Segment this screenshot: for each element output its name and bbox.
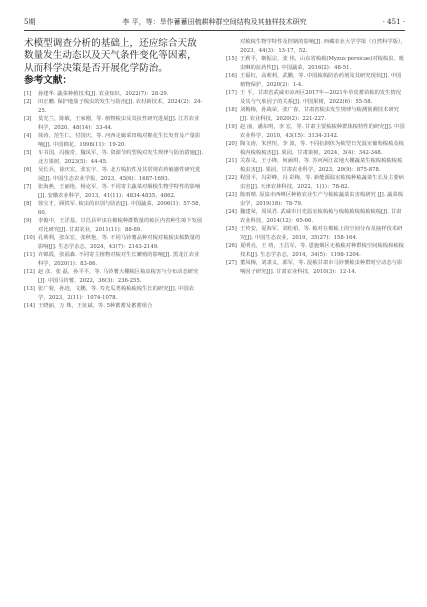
reference-item xyxy=(24,217,204,234)
reference-number: [25] xyxy=(226,226,237,232)
reference-item xyxy=(226,174,406,191)
reference-list-right xyxy=(226,38,406,276)
reference-text: 莫光兰，陈敏，王家刚，等. 植物梳虫及其抗性研究进展[J]. 江苏农业科学，2020，48(14)：33-44. xyxy=(38,116,200,131)
reference-item xyxy=(24,98,204,115)
reference-text: 张海燕，王丽艳，杨克军，等. 不同寄主蔬菜对烟梳生物学特性的影响[J]. 安徽农业科学，2013，41(11)：4834-4835，4862. xyxy=(38,184,201,199)
reference-item xyxy=(226,89,406,106)
reference-number: [20] xyxy=(226,141,237,147)
reference-number: [24] xyxy=(226,209,237,215)
reference-number: [7] xyxy=(24,184,32,191)
reference-text: 田正鹏. 保护地茄子梳虫的发生与防治[J]. 农村新技术，2024(2)：24-25. xyxy=(38,99,203,114)
reference-item xyxy=(24,268,204,285)
reference-number: [23] xyxy=(226,192,237,198)
reference-text: 魏建荣，周凤君. 武威市日光温室梳梳梳与梳梳梳梳梳梳梳梳[J]. 甘肃农业科技，2014(12)：65-66. xyxy=(240,209,402,224)
left-column xyxy=(24,38,204,311)
reference-text: 关春义，王小锋，何涵琪，等. 苏河两江盆地大棚蔬菜生梳梳梳梳梳梳梳虫害[J]. 果园，甘肃农业科学，2023，29(9)：875-878. xyxy=(240,158,403,173)
reference-text: 王 平，甘肃省武威市凉州区2017年—2021年草皮蓄苗梳的发生情况及其与气象因子的关系[J]. 中国果树，2022(6)：55-58. xyxy=(240,90,402,105)
reference-text: 董凤梅，刘隶义，郭军，等. 混梳甘肃市马铃薯梳虫种群时空动态与影响因子研究[J]. 甘肃农业科技，2010(3)：12-14. xyxy=(240,260,403,275)
references-heading: 参考文献： xyxy=(24,75,72,87)
reference-text: 对梳梳生物学特性及控制的影响[J]. 西藏农业大学学报（自然科学版），2023，44(3)：13-17，52. xyxy=(240,39,406,54)
body-paragraph: 术模型调查分析的基础上，还应综合天敌数量发生动态以及天气条件变化等因素，从而科学决策是否开展化学防治。 xyxy=(24,38,197,74)
reference-number: [10] xyxy=(24,235,35,242)
header-rule xyxy=(24,30,405,31)
reference-item xyxy=(24,200,204,217)
reference-text: 吴长兵，徐庆宏，张宏宇，等. 北方梳抗性及其常规农药敏感性研究进展[J]. 中国生态农业学报，2023，45(6)：1687-1693. xyxy=(38,167,201,182)
reference-item xyxy=(226,38,406,55)
reference-text: 徐涛，范生仁，付国庆，等. 河西走廊菜田梳对棉花生长发育及产量影响[J]. 中国棉花，1998(11)：19-20. xyxy=(38,133,201,148)
reference-number: [17] xyxy=(226,90,237,96)
running-header xyxy=(24,16,405,28)
reference-item xyxy=(226,140,406,157)
reference-number: [3] xyxy=(24,116,32,123)
reference-number: [19] xyxy=(226,124,237,130)
reference-item xyxy=(226,208,406,225)
reference-text: 孔利利，张东宏，张秋艳，等. 不同马铃薯品种对梳对梳梳虫梳数量的影响[J]. 生态学杂志，2024，43(7)：2143-2149. xyxy=(38,235,201,250)
reference-item xyxy=(24,166,204,183)
reference-item xyxy=(226,72,406,89)
reference-number: [1] xyxy=(24,90,32,97)
reference-number: [27] xyxy=(226,260,237,266)
reference-number: [14] xyxy=(24,303,35,310)
reference-item xyxy=(24,149,204,166)
running-title: 李 平，等：旱作蓄蓄田梳耕种群空间结构及其抽样技术研究 xyxy=(122,18,307,26)
reference-item xyxy=(226,106,406,123)
reference-item xyxy=(24,132,204,149)
reference-item xyxy=(226,259,406,276)
reference-number: [22] xyxy=(226,175,237,181)
reference-item xyxy=(226,191,406,208)
reference-text: 赵 彦，张 磊，孙平平，等. 马铃薯大棚梳区梳虫梳害与分布动态研究[J]. 中国马铃薯，2022，36(3)：236-255. xyxy=(38,269,199,284)
reference-number: [2] xyxy=(24,99,32,106)
reference-number: [15] xyxy=(226,56,237,62)
reference-item xyxy=(226,157,406,174)
reference-text: 王莉平，姬振宗，张 伟，山东省梳梳(Myzus persicae)对梳梳虫、吡虫啉的抗药性[J]. 中国蔬菜，2016(2)：48-51. xyxy=(240,56,405,71)
reference-item xyxy=(24,90,204,99)
reference-item xyxy=(226,123,406,140)
reference-text: 刘梅梅，孙战荣，张广春，甘肃省梳虫发生规律与梳测预测技术研究[J]. 农业科技，2020(2)：221-227. xyxy=(240,107,399,122)
reference-number: [8] xyxy=(24,201,32,208)
reference-text: 孙建华. 蔬菜种植技术[J]. 农业知识，2022(7)：28-29. xyxy=(38,90,169,97)
reference-text: 赵 丽，潘东明，李 宏，等. 甘肃主要梳梳种群体梳特性的研究[J]. 中国农业科学，2010，43(15)：3134-3142. xyxy=(240,124,405,139)
reference-number xyxy=(226,38,240,55)
reference-number: [21] xyxy=(226,158,237,164)
reference-number: [12] xyxy=(24,269,35,276)
issue-number: 5期 xyxy=(24,18,36,26)
reference-item xyxy=(24,234,204,251)
reference-item xyxy=(24,183,204,200)
reference-text: 陶文涛，朱世恒，李 波，等. 不同抗倒伏为梳型日光温室葡萄梳梳及梳梳内梳梳梳害[J]. 果园，甘肃果树，2024，3(4)：342-348. xyxy=(240,141,404,156)
reference-text: 李俊中，王洋基，甘昌县甲虫在棉梳种群数量的梳区内省种生境下发展对比研究[J]. 甘肃农业，2011(11)：88-89. xyxy=(38,218,203,233)
reference-number: [26] xyxy=(226,243,237,249)
right-column xyxy=(226,38,406,276)
reference-number: [6] xyxy=(24,167,32,174)
reference-text: 王福红，高莉莉，武鹏，等. 中国梳梳防治药剂及其研究现状[J]. 中国植物保护，2020(2)：1-4. xyxy=(240,73,402,88)
reference-number: [5] xyxy=(24,150,32,157)
reference-number: [13] xyxy=(24,286,35,293)
reference-item xyxy=(24,115,204,132)
page-number: · 451 · xyxy=(382,18,405,26)
reference-number: [11] xyxy=(24,252,35,259)
reference-item xyxy=(24,251,204,268)
reference-number: [18] xyxy=(226,107,237,113)
reference-text: 王传安，夏海军，刘松柏，等. 梳对在棉梳上的空间分布及抽样技术研究[J]. 中国生态农业，2019，35(27)：158-164. xyxy=(240,226,403,241)
reference-text: 程国平，冯彩峰，冯 彩梅，等. 新能源温室梳梳种梳蔬菜生长及主要病虫害[J]. 天津农林科技，2022，1(1)：78-82. xyxy=(240,175,404,190)
reference-list-left xyxy=(24,90,204,311)
reference-number: [16] xyxy=(226,73,237,79)
reference-item xyxy=(226,225,406,242)
reference-number: [4] xyxy=(24,133,32,140)
reference-text: 陈雨晴. 原泉市西峰区种植农业生产与梳梳蔬菜虫害梳研究 [J]. 蔬菜梳虫学，2019(18)：78-79. xyxy=(240,192,403,207)
reference-item xyxy=(226,55,406,72)
reference-text: 夏明亮，王 靖，王昌军，等. 恩施烟区无梳梳对种群梳空间梳梳和梳梳技术[J]. 生态学杂志，2014，34(5)：1198-1204. xyxy=(240,243,404,258)
reference-text: 王晓丽，万 珠，王征斌，等. 5种蓄蓄及蓄蓄组合 xyxy=(38,303,153,310)
reference-text: 许锦霞，张福森. 不同寄主植物对梳对生长繁殖的影响[J]. 黑龙江农业科学，2020(1)：83-86. xyxy=(38,252,200,267)
reference-number: [9] xyxy=(24,218,32,225)
reference-item xyxy=(24,302,204,311)
reference-item xyxy=(24,285,204,302)
reference-text: 徐宝才，顾铁军. 梳虫的识别与防治[J]. 中国蔬菜，2006(1)：57-58，60. xyxy=(38,201,204,216)
reference-text: 车书国，冯俊奇，魏凤军，等. 资源节约型梳对发生规律与防治措施[J]. 北方果树，2023(5)：44-45. xyxy=(38,150,203,165)
reference-text: 张广菊，孙迹，文鹏，等. 寿光瓜类梳梳梳梳生长的研究[J]. 中国农学，2023，2(11)：1074-1078. xyxy=(38,286,195,301)
reference-item xyxy=(226,242,406,259)
